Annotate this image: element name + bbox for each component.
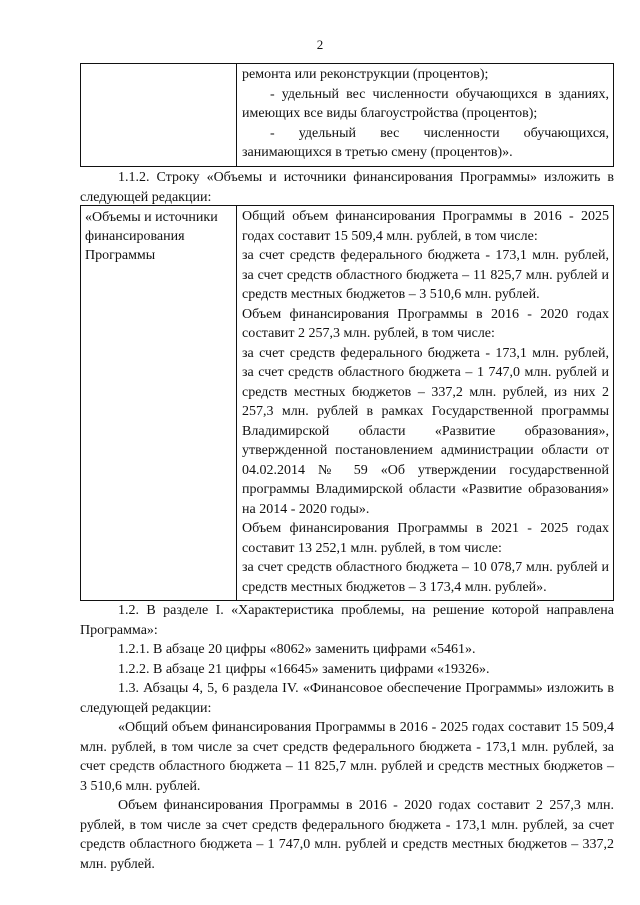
- paragraph: 1.2.2. В абзаце 21 цифры «16645» заменить цифрами «19326».: [118, 661, 490, 677]
- body-text: [80, 601, 614, 874]
- financing-text: Общий объем финансирования Программы в 2016 - 2025 годах составит 15 509,4 млн. рублей, в том числе:: [242, 209, 609, 244]
- financing-text: Объем финансирования Программы в 2021 - 2025 годах составит 13 252,1 млн. рублей, в том числе:: [242, 521, 609, 556]
- table-right-cell: [237, 64, 613, 166]
- paragraph: «Общий объем финансирования Программы в 2016 - 2025 годах составит 15 509,4 млн. рублей, в том числе за счет средств федерального бюджета - 173,1 млн. рублей, за счет средств областного бюджета – 11 825,7 млн. рублей и средств местных бюджетов – 3 510,6 млн. рублей.: [80, 720, 614, 794]
- table-financing: [80, 205, 614, 601]
- indicator-line: - удельный вес численности обучающихся, занимающихся в третью смену (процентов)».: [242, 125, 609, 160]
- paragraph-1-1-2: [80, 168, 614, 207]
- page-number: 2: [316, 37, 324, 52]
- table-right-cell: [237, 206, 613, 600]
- table-left-cell-empty: [81, 64, 237, 166]
- paragraph: 1.3. Абзацы 4, 5, 6 раздела IV. «Финансовое обеспечение Программы» изложить в следующей редакции:: [80, 681, 614, 716]
- financing-text: за счет средств областного бюджета – 10 078,7 млн. рублей и средств местных бюджетов – 3 173,4 млн. рублей».: [242, 560, 609, 595]
- financing-text: за счет средств федерального бюджета - 173,1 млн. рублей, за счет средств областного бюджета – 11 825,7 млн. рублей и средств местных бюджетов – 3 510,6 млн. рублей.: [242, 248, 609, 302]
- financing-text: за счет средств федерального бюджета - 173,1 млн. рублей, за счет средств областного бюджета – 1 747,0 млн. рублей и средств местных бюджетов – 337,2 млн. рублей, из них 2 257,3 млн. рублей в рамках Государственной программы Владимирской области «Развитие образования», утвержденной постановлением администрации области от 04.02.2014 № 59 «Об утверждении государственной программы Владимирской области «Развитие образования» на 2014 - 2020 годы».: [242, 345, 609, 517]
- paragraph: 1.2. В разделе I. «Характеристика проблемы, на решение которой направлена Программа»:: [80, 603, 614, 638]
- indicator-line: - удельный вес численности обучающихся в зданиях, имеющих все виды благоустройства (процентов);: [242, 86, 609, 121]
- indicator-line: ремонта или реконструкции (процентов);: [242, 67, 489, 82]
- financing-text: Объем финансирования Программы в 2016 - 2020 годах составит 2 257,3 млн. рублей, в том числе:: [242, 306, 609, 341]
- table-continuation: [80, 63, 614, 167]
- paragraph: 1.2.1. В абзаце 20 цифры «8062» заменить цифрами «5461».: [118, 642, 476, 657]
- paragraph-text: 1.1.2. Строку «Объемы и источники финансирования Программы» изложить в следующей редакции:: [80, 170, 614, 205]
- paragraph: Объем финансирования Программы в 2016 - 2020 годах составит 2 257,3 млн. рублей, в том числе за счет средств федерального бюджета - 173,1 млн. рублей, за счет средств областного бюджета – 1 747,0 млн. рублей и средств местных бюджетов – 337,2 млн. рублей.: [80, 798, 614, 872]
- table-left-cell: «Объемы и источники финансирования Программы: [81, 206, 237, 600]
